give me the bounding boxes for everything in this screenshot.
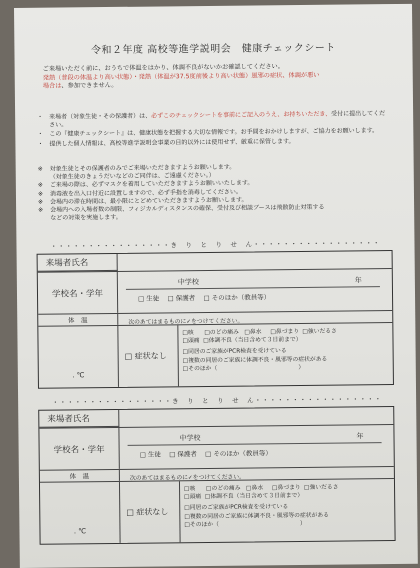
note-item: （対象生徒のきょうだいなどのご同伴は、ご遠慮ください。） <box>49 172 215 181</box>
symptom-cough-checkbox[interactable]: □咳 <box>182 330 194 337</box>
temp-note: 次のあてはまるものに✓をつけてください。 <box>129 474 245 482</box>
name-label: 来場者氏名 <box>39 410 119 428</box>
school-label: 学校名・学年 <box>39 428 119 470</box>
temp-label: 体 温 <box>38 314 118 326</box>
nen-label: 年 <box>354 276 362 285</box>
symptom-row <box>38 322 393 388</box>
note-item: ※ ご来場の際は、必ずマスクを着用していただきますようお願いいたします。 <box>37 179 254 190</box>
intro-line-3-rest: 、参加できません。 <box>61 81 118 90</box>
school-row <box>38 268 392 314</box>
symptom-options <box>178 323 393 386</box>
note-item: ※ 消毒液を出入口付近に設置しますので、必ず手指を消毒してください。 <box>37 188 242 198</box>
role-guardian-checkbox[interactable]: □ 保護者 <box>167 294 196 303</box>
role-student-checkbox[interactable]: □ 生徒 <box>139 450 161 459</box>
form-1 <box>37 250 394 389</box>
role-options <box>140 448 272 458</box>
role-other-checkbox[interactable]: □ そのほか（教員等） <box>205 449 272 459</box>
intro-line-3-red: 場合は <box>42 82 62 90</box>
note-item: ※ 会場内の滞在時間は、最小限にとどめていただきますようお願いします。 <box>37 196 248 206</box>
role-options <box>138 292 270 302</box>
temp-unit: . ℃ <box>73 527 87 536</box>
symptom-unwell-checkbox[interactable]: □体調不良（当日含めて３日前まで） <box>203 337 302 345</box>
symptom-options <box>180 479 395 542</box>
role-guardian-checkbox[interactable]: □ 保護者 <box>169 450 197 459</box>
intro-line-1: ご来場いただく前に、おうちで体温をはかり、体調不良がないかお確認してください。 <box>42 63 284 73</box>
nen-label: 年 <box>356 432 364 441</box>
symptom-fatigue-checkbox[interactable]: □強いだるさ <box>304 484 339 491</box>
extra-pcr-checkbox[interactable]: □同居のご家族がPCR検査を受けている <box>184 504 289 512</box>
symptom-runny-nose-checkbox[interactable]: □鼻水 <box>246 485 264 492</box>
intro-line-2: 発熱（普段の体温より高い状態）・発熱（体温が37.5度前後より高い状態）風邪の症状、体調が悪い <box>42 71 320 82</box>
school-field[interactable] <box>118 269 392 313</box>
extra-other-checkbox[interactable]: □そのほか（ ） <box>182 364 305 373</box>
cut-line-1: ・・・・・・・・・・・・・・・・き り と り せ ん・・・・・・・・・・・・・・・・・ <box>50 239 381 251</box>
notes-list <box>38 162 389 223</box>
instruction-item: ・ 来場者（対象生徒・その保護者）は、必ずこのチェックシートを事前にご記入のうえ、お持ちいただき、受付に提出してください。 <box>37 110 386 129</box>
temp-field[interactable] <box>40 482 121 544</box>
name-field[interactable] <box>118 251 392 271</box>
symptom-sore-throat-checkbox[interactable]: □のどの痛み <box>206 485 241 493</box>
role-other-checkbox[interactable]: □ そのほか（教員等） <box>203 293 271 303</box>
symptom-cough-checkbox[interactable]: □咳 <box>184 486 196 493</box>
symptom-headache-checkbox[interactable]: □頭痛 <box>184 494 202 501</box>
no-symptom-checkbox[interactable]: □ 症状なし <box>120 481 181 543</box>
temp-field[interactable] <box>38 326 119 388</box>
name-field[interactable] <box>119 407 393 427</box>
symptom-runny-nose-checkbox[interactable]: □鼻水 <box>244 329 262 336</box>
note-item: などの対策を実施します。 <box>50 214 122 222</box>
page-title: 令和２年度 高校等進学説明会 健康チェックシート <box>90 42 336 57</box>
school-label: 学校名・学年 <box>38 272 118 314</box>
note-item: ※ 対象生徒とその保護者のみでご来場いただきますようお願いします。 <box>37 163 236 173</box>
note-item: ※ 会場内への入場者数の制限、フィジカルディスタンスの確保、受付及び相談ブースは飛散防止対策する <box>38 203 325 214</box>
cut-line-2: ・・・・・・・・・・・・・・・・き り と り せ ん・・・・・・・・・・・・・・・・・ <box>52 395 383 407</box>
extra-family-checkbox[interactable]: □複数の同居のご家族に体調不良・風邪等の症状がある <box>182 356 328 364</box>
symptom-headache-checkbox[interactable]: □頭痛 <box>182 338 200 345</box>
symptom-stuffy-nose-checkbox[interactable]: □鼻づまり <box>272 485 301 492</box>
chugakko-label: 中学校 <box>179 434 201 443</box>
form-2 <box>38 406 395 545</box>
chugakko-label: 中学校 <box>177 278 199 287</box>
instruction-list <box>37 110 387 149</box>
role-student-checkbox[interactable]: □ 生徒 <box>138 294 160 303</box>
name-label: 来場者氏名 <box>38 254 118 272</box>
temp-unit: . ℃ <box>72 371 85 380</box>
symptom-stuffy-nose-checkbox[interactable]: □鼻づまり <box>270 329 300 336</box>
instruction-item: ・ 提供した個人情報は、高校等進学説明会事業の目的以外には使用せず、厳重に保管します。 <box>37 137 295 148</box>
symptom-fatigue-checkbox[interactable]: □強いだるさ <box>302 328 337 335</box>
school-field[interactable] <box>119 425 393 469</box>
extra-pcr-checkbox[interactable]: □同居のご家族がPCR検査を受けている <box>182 348 287 356</box>
health-check-sheet <box>14 4 418 568</box>
no-symptom-checkbox[interactable]: □ 症状なし <box>118 325 179 387</box>
underline <box>126 286 380 290</box>
underline <box>128 442 382 446</box>
symptom-row <box>40 478 395 544</box>
symptom-unwell-checkbox[interactable]: □体調不良（当日含めて３日前まで） <box>204 493 304 501</box>
temp-note: 次のあてはまるものに✓をつけてください。 <box>128 318 244 326</box>
instruction-item: ・ この『健康チェックシート』は、健康状態を把握する大切な情報です。お手間をおかけしますが、ご協力をお願いします。 <box>37 127 379 139</box>
school-row <box>39 424 393 470</box>
temp-label: 体 温 <box>40 470 120 482</box>
extra-family-checkbox[interactable]: □複数の同居のご家族に体調不良・風邪等の症状がある <box>184 512 329 520</box>
symptom-sore-throat-checkbox[interactable]: □のどの痛み <box>204 329 239 337</box>
extra-other-checkbox[interactable]: □そのほか（ ） <box>184 520 306 529</box>
intro-text <box>43 62 393 91</box>
